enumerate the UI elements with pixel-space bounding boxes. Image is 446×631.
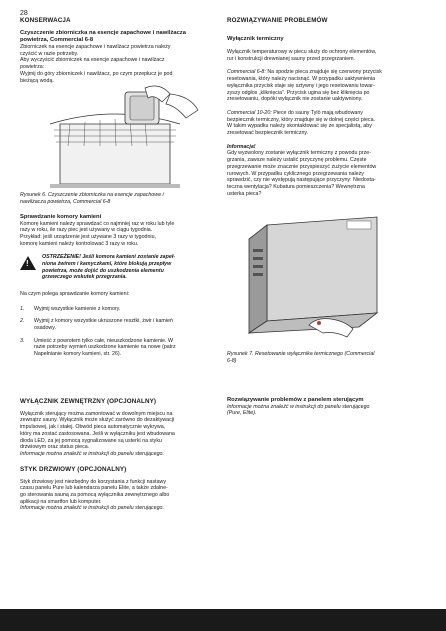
text-line: czyścić w razie potrzeby. bbox=[20, 50, 79, 57]
section-title-external-switch: WYŁĄCZNIK ZEWNĘTRZNY (OPCJONALNY) bbox=[20, 397, 157, 405]
text-line: bezpiecznik termiczny, który znajduje się w dolnej części pieca. bbox=[227, 116, 375, 123]
section-title-door-contact: STYK DRZWIOWY (OPCJONALNY) bbox=[20, 465, 127, 473]
text-line: który ma zostać zastosowana. Jeśli w wyłączniku jest wbudowana bbox=[20, 430, 175, 437]
subsection-title-thermal-switch: Wyłącznik termiczny bbox=[227, 36, 284, 42]
subsection-title-stone-check: Sprawdzanie komory kamieni bbox=[20, 213, 102, 220]
text-line: Przykład: jeśli urządzenie jest używane 3 razy w tygodniu, bbox=[20, 234, 157, 241]
stone-check-text bbox=[20, 221, 218, 248]
figure-6-caption-line2: nawilżacza powietrza, Commercial 6-8 bbox=[20, 198, 111, 205]
text-line: Gdy wyzwolony zostanie wyłącznik termiczny z powodu prze- bbox=[227, 150, 371, 157]
text-line: razy w roku, ile razy piec jest używany w ciągu tygodnia. bbox=[20, 227, 153, 234]
text-line: Wyłącznik sterujący można zamontować w dowolnym miejscu na bbox=[20, 410, 173, 417]
info-text bbox=[227, 150, 425, 197]
text-line: wyłącznika przycisk staje się sztywny i jego resetowaniu towar- bbox=[227, 82, 375, 89]
text-line: grzania, zawsze należy ustalić przyczynę problemu. Częste bbox=[227, 157, 367, 164]
text-line: teczna wentylacja? Kubatura pomieszczenia? Wewnętrzna bbox=[227, 183, 365, 190]
step-item bbox=[20, 318, 218, 331]
warning-line: powietrza, może dojść do uszkodzenia elementu bbox=[42, 267, 164, 274]
text-line: Aby wyczyścić zbiorniczek na esencje zapachowe i nawilżacz bbox=[20, 57, 165, 64]
step-number: 2. bbox=[20, 318, 25, 325]
text-line: Zbiorniczek na esencje zapachowe i nawilżacz powietrza należy bbox=[20, 44, 171, 50]
section-title-maintenance: KONSERWACJA bbox=[20, 17, 71, 24]
text-line: komorę kamieni należy kontrolować 3 razy w roku. bbox=[20, 240, 139, 247]
text-line: bieżącą wodą. bbox=[20, 77, 54, 84]
text-line: dioda LED, za jej pomocą sygnalizowane są usterki na styku bbox=[20, 437, 162, 444]
panel-note-line2: (Pure, Elite). bbox=[227, 410, 257, 417]
text-line: sprawdzić, czy nie występują następujące przyczyny: Niedosta- bbox=[227, 177, 376, 184]
right-column bbox=[227, 17, 425, 417]
step-item bbox=[20, 306, 218, 313]
text-line: go sterowania sauną za pomocą wyłącznika zewnętrznego albo bbox=[20, 492, 170, 499]
page-number: 28 bbox=[20, 10, 28, 17]
step-text: Napełnianie komory kamieni, str. 26). bbox=[34, 351, 122, 358]
text-line: impulsowej, jak i stałej. Obwód pieca automatycznie wykrywa, bbox=[20, 424, 166, 431]
door-contact-note: Informacje można znaleźć w instrukcji do panelu sterującego. bbox=[20, 505, 164, 512]
warning-line: niona żwirem i kamyczkami, które blokują przepływ bbox=[42, 261, 172, 268]
subsection-title-panel-troubleshooting: Rozwiązywanie problemów z panelem sterującym bbox=[227, 396, 364, 403]
figure-7-caption-line1: Rysunek 7. Resetowanie wyłącznika termicznego (Commercial bbox=[227, 351, 375, 358]
commercial-6-8-label: Commercial 6-8: bbox=[227, 69, 266, 76]
text-line: zresetowaniu, dopóki wyłącznik nie zostanie uaktywniony. bbox=[227, 96, 363, 103]
subsection-title-cleaning-line1: Czyszczenie zbiorniczka na esencje zapachowe i nawilżacza bbox=[20, 30, 186, 36]
step-number: 3. bbox=[20, 337, 25, 344]
text-line: resetowania, który należy nacisnąć. W przypadku uaktywnienia bbox=[227, 76, 376, 83]
text-line: Komorę kamieni należy sprawdzać co najmniej raz w roku lub tyle bbox=[20, 220, 175, 227]
step-text: razie potrzeby wymień uszkodzone kamienie na nowe (patrz bbox=[34, 344, 176, 351]
panel-note-line1: Informacje można znaleźć w instrukcji do panelu sterującego bbox=[227, 403, 370, 410]
text-line: przegrzewanie może znacznie przyspieszyć zużycie elementów bbox=[227, 163, 377, 170]
text-line: rurowych. W przypadku cyklicznego przegrzewania należy bbox=[227, 170, 364, 177]
text-line: Wyłącznik temperaturowy w piecu służy do ochrony elementów, bbox=[227, 49, 377, 55]
step-number: 1. bbox=[20, 305, 25, 312]
commercial-10-20-label: Commercial 10-20: bbox=[227, 109, 272, 116]
step-text: osadowy. bbox=[34, 324, 56, 331]
left-column bbox=[20, 17, 218, 512]
info-title: Informacja! bbox=[227, 143, 256, 150]
text-line: aplikacji na smartfon lub komputer. bbox=[20, 498, 102, 505]
stone-check-steps bbox=[20, 306, 218, 358]
door-contact-text bbox=[20, 479, 218, 513]
stone-check-intro: Na czym polega sprawdzanie komory kamieni: bbox=[20, 290, 130, 297]
step-text: Wyjmij wszystkie kamienie z komory. bbox=[34, 305, 121, 312]
text-line: Na spodzie pieca znajduje się czerwony przycisk bbox=[265, 69, 382, 76]
footer-bar bbox=[0, 609, 446, 631]
text-line: usterka pieca? bbox=[227, 190, 262, 197]
warning-box bbox=[20, 254, 218, 280]
text-line: W takim wypadku należy skontaktować się ze specjalistą, aby bbox=[227, 123, 372, 130]
figure-6-caption-line1: Rysunek 6. Czyszczenie zbiorniczka na esencje zapachowe i bbox=[20, 192, 164, 199]
commercial-10-20-text bbox=[227, 110, 425, 137]
text-line: zewnątrz sauny. Wyłącznik może służyć zarówno do dezaktywacji bbox=[20, 417, 175, 424]
commercial-6-8-text bbox=[227, 69, 425, 103]
figure-7-illustration bbox=[227, 205, 425, 345]
text-line: rur i konstrukcji drewnianej sauny przed przegrzaniem. bbox=[227, 55, 356, 62]
warning-triangle-icon: ! bbox=[20, 256, 36, 270]
text-line: czasu panelu Pure lub kalendarza panelu Elite, a także zdalne- bbox=[20, 485, 168, 492]
text-line: Wyjmij do góry zbiorniczek i nawilżacz, po czym przepłucz je pod bbox=[20, 70, 173, 77]
step-item bbox=[20, 338, 218, 358]
external-switch-note: Informacje można znaleźć w instrukcji do panelu sterującego. bbox=[20, 450, 164, 457]
figure-6-illustration bbox=[20, 84, 218, 192]
external-switch-text bbox=[20, 411, 218, 458]
text-line: drzwiowym oraz status pieca. bbox=[20, 444, 90, 451]
section-title-troubleshooting: ROZWIĄZYWANIE PROBLEMÓW bbox=[227, 17, 328, 24]
text-line: zyszy odgłos „kliknięcia”. Przycisk ugina się bez kliknięcia po bbox=[227, 89, 370, 96]
text-line: Styk drzwiowy jest niezbędny do korzystania z funkcji nastawy bbox=[20, 478, 167, 485]
cleaning-text bbox=[20, 44, 218, 84]
warning-line: OSTRZEŻENIE! Jeśli komora kamieni zostanie zapeł- bbox=[42, 254, 176, 261]
figure-7-caption-line2: 6-8) bbox=[227, 358, 237, 365]
step-text: Umieść z powrotem tylko całe, nieuszkodzone kamienie. W bbox=[34, 337, 173, 344]
warning-line: grzewczego wskutek przegrzania. bbox=[42, 274, 127, 281]
text-line: zresetować bezpiecznik termiczny. bbox=[227, 130, 309, 137]
thermal-switch-text bbox=[227, 49, 425, 62]
text-line: powietrza: bbox=[20, 64, 45, 71]
text-line: Piece do sauny Tylö mają wbudowany bbox=[271, 109, 363, 116]
subsection-title-cleaning-line2: powietrza, Commercial 6-8 bbox=[20, 37, 94, 43]
step-text: Wyjmij z komory wszystkie ukruszone resztki, żwir i kamień bbox=[34, 318, 173, 325]
